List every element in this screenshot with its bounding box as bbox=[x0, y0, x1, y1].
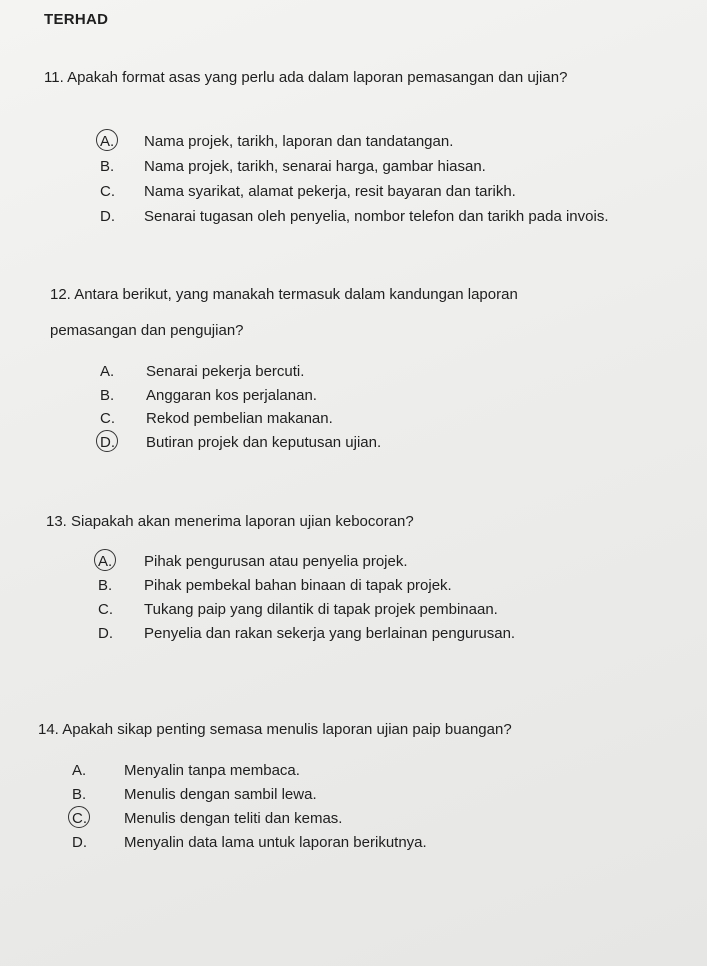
option-list bbox=[100, 130, 608, 230]
option-a[interactable] bbox=[100, 130, 608, 155]
option-text: Butiran projek dan keputusan ujian. bbox=[146, 433, 382, 451]
option-b[interactable] bbox=[100, 384, 518, 408]
option-letter: A. bbox=[98, 553, 113, 570]
option-list bbox=[98, 550, 515, 646]
answer-circle-mark bbox=[96, 129, 118, 151]
option-letter: B. bbox=[100, 386, 115, 404]
option-text: Penyelia dan rakan sekerja yang berlainan pengurusan. bbox=[144, 625, 516, 642]
option-d[interactable] bbox=[98, 622, 515, 646]
option-letter: A. bbox=[72, 762, 87, 779]
option-c[interactable] bbox=[98, 598, 515, 622]
option-text: Nama projek, tarikh, senarai harga, gambar hiasan. bbox=[144, 158, 486, 175]
option-d[interactable] bbox=[72, 831, 512, 855]
option-text: Anggaran kos perjalanan. bbox=[146, 386, 317, 404]
question-14 bbox=[38, 718, 512, 855]
option-letter: D. bbox=[72, 834, 87, 851]
question-13 bbox=[46, 510, 515, 646]
option-text: Pihak pengurusan atau penyelia projek. bbox=[144, 553, 408, 570]
option-letter: C. bbox=[100, 410, 115, 427]
answer-circle-mark bbox=[68, 806, 90, 828]
option-a[interactable] bbox=[98, 550, 515, 574]
question-text: 13. Siapakah akan menerima laporan ujian kebocoran? bbox=[46, 513, 414, 530]
option-c[interactable] bbox=[72, 807, 512, 831]
answer-circle-mark bbox=[94, 549, 116, 571]
option-b[interactable] bbox=[72, 783, 512, 807]
option-text: Senarai pekerja bercuti. bbox=[146, 363, 305, 380]
question-text: 11. Apakah format asas yang perlu ada dalam laporan pemasangan dan ujian? bbox=[44, 69, 568, 86]
option-letter: B. bbox=[72, 786, 87, 803]
option-a[interactable] bbox=[72, 759, 512, 783]
option-letter: C. bbox=[100, 183, 115, 200]
option-letter: C. bbox=[72, 810, 87, 827]
option-text: Menyalin data lama untuk laporan berikutnya. bbox=[124, 834, 427, 851]
option-d[interactable] bbox=[100, 205, 608, 230]
option-a[interactable] bbox=[100, 360, 518, 384]
option-list bbox=[100, 360, 518, 454]
option-d[interactable] bbox=[100, 431, 518, 455]
option-c[interactable] bbox=[100, 407, 518, 431]
option-b[interactable] bbox=[98, 574, 515, 598]
option-letter: C. bbox=[98, 601, 113, 618]
option-text: Nama projek, tarikh, laporan dan tandatangan. bbox=[144, 133, 454, 150]
question-text: 12. Antara berikut, yang manakah termasuk dalam kandungan laporan bbox=[50, 286, 518, 303]
option-letter: D. bbox=[100, 208, 115, 225]
option-text: Menyalin tanpa membaca. bbox=[124, 762, 300, 779]
option-letter: D. bbox=[100, 433, 115, 451]
option-text: Senarai tugasan oleh penyelia, nombor telefon dan tarikh pada invois. bbox=[144, 208, 609, 225]
document-header: TERHAD bbox=[44, 11, 109, 28]
option-letter: A. bbox=[100, 363, 115, 380]
question-12 bbox=[50, 283, 518, 454]
question-text: 14. Apakah sikap penting semasa menulis laporan ujian paip buangan? bbox=[38, 721, 512, 738]
option-text: Nama syarikat, alamat pekerja, resit bayaran dan tarikh. bbox=[144, 183, 516, 200]
option-letter: D. bbox=[98, 625, 113, 642]
option-letter: B. bbox=[98, 577, 113, 594]
option-text: Menulis dengan sambil lewa. bbox=[124, 786, 317, 803]
answer-circle-mark bbox=[96, 430, 118, 452]
option-text: Rekod pembelian makanan. bbox=[146, 410, 333, 427]
option-text: Menulis dengan teliti dan kemas. bbox=[124, 810, 343, 827]
option-text: Tukang paip yang dilantik di tapak projek pembinaan. bbox=[144, 601, 498, 618]
question-text-continued: pemasangan dan pengujian? bbox=[50, 322, 244, 339]
option-letter: A. bbox=[100, 133, 115, 150]
option-list bbox=[72, 759, 512, 855]
option-c[interactable] bbox=[100, 180, 608, 205]
option-text: Pihak pembekal bahan binaan di tapak projek. bbox=[144, 577, 452, 594]
option-b[interactable] bbox=[100, 155, 608, 180]
question-11 bbox=[44, 66, 608, 230]
option-letter: B. bbox=[100, 158, 115, 175]
